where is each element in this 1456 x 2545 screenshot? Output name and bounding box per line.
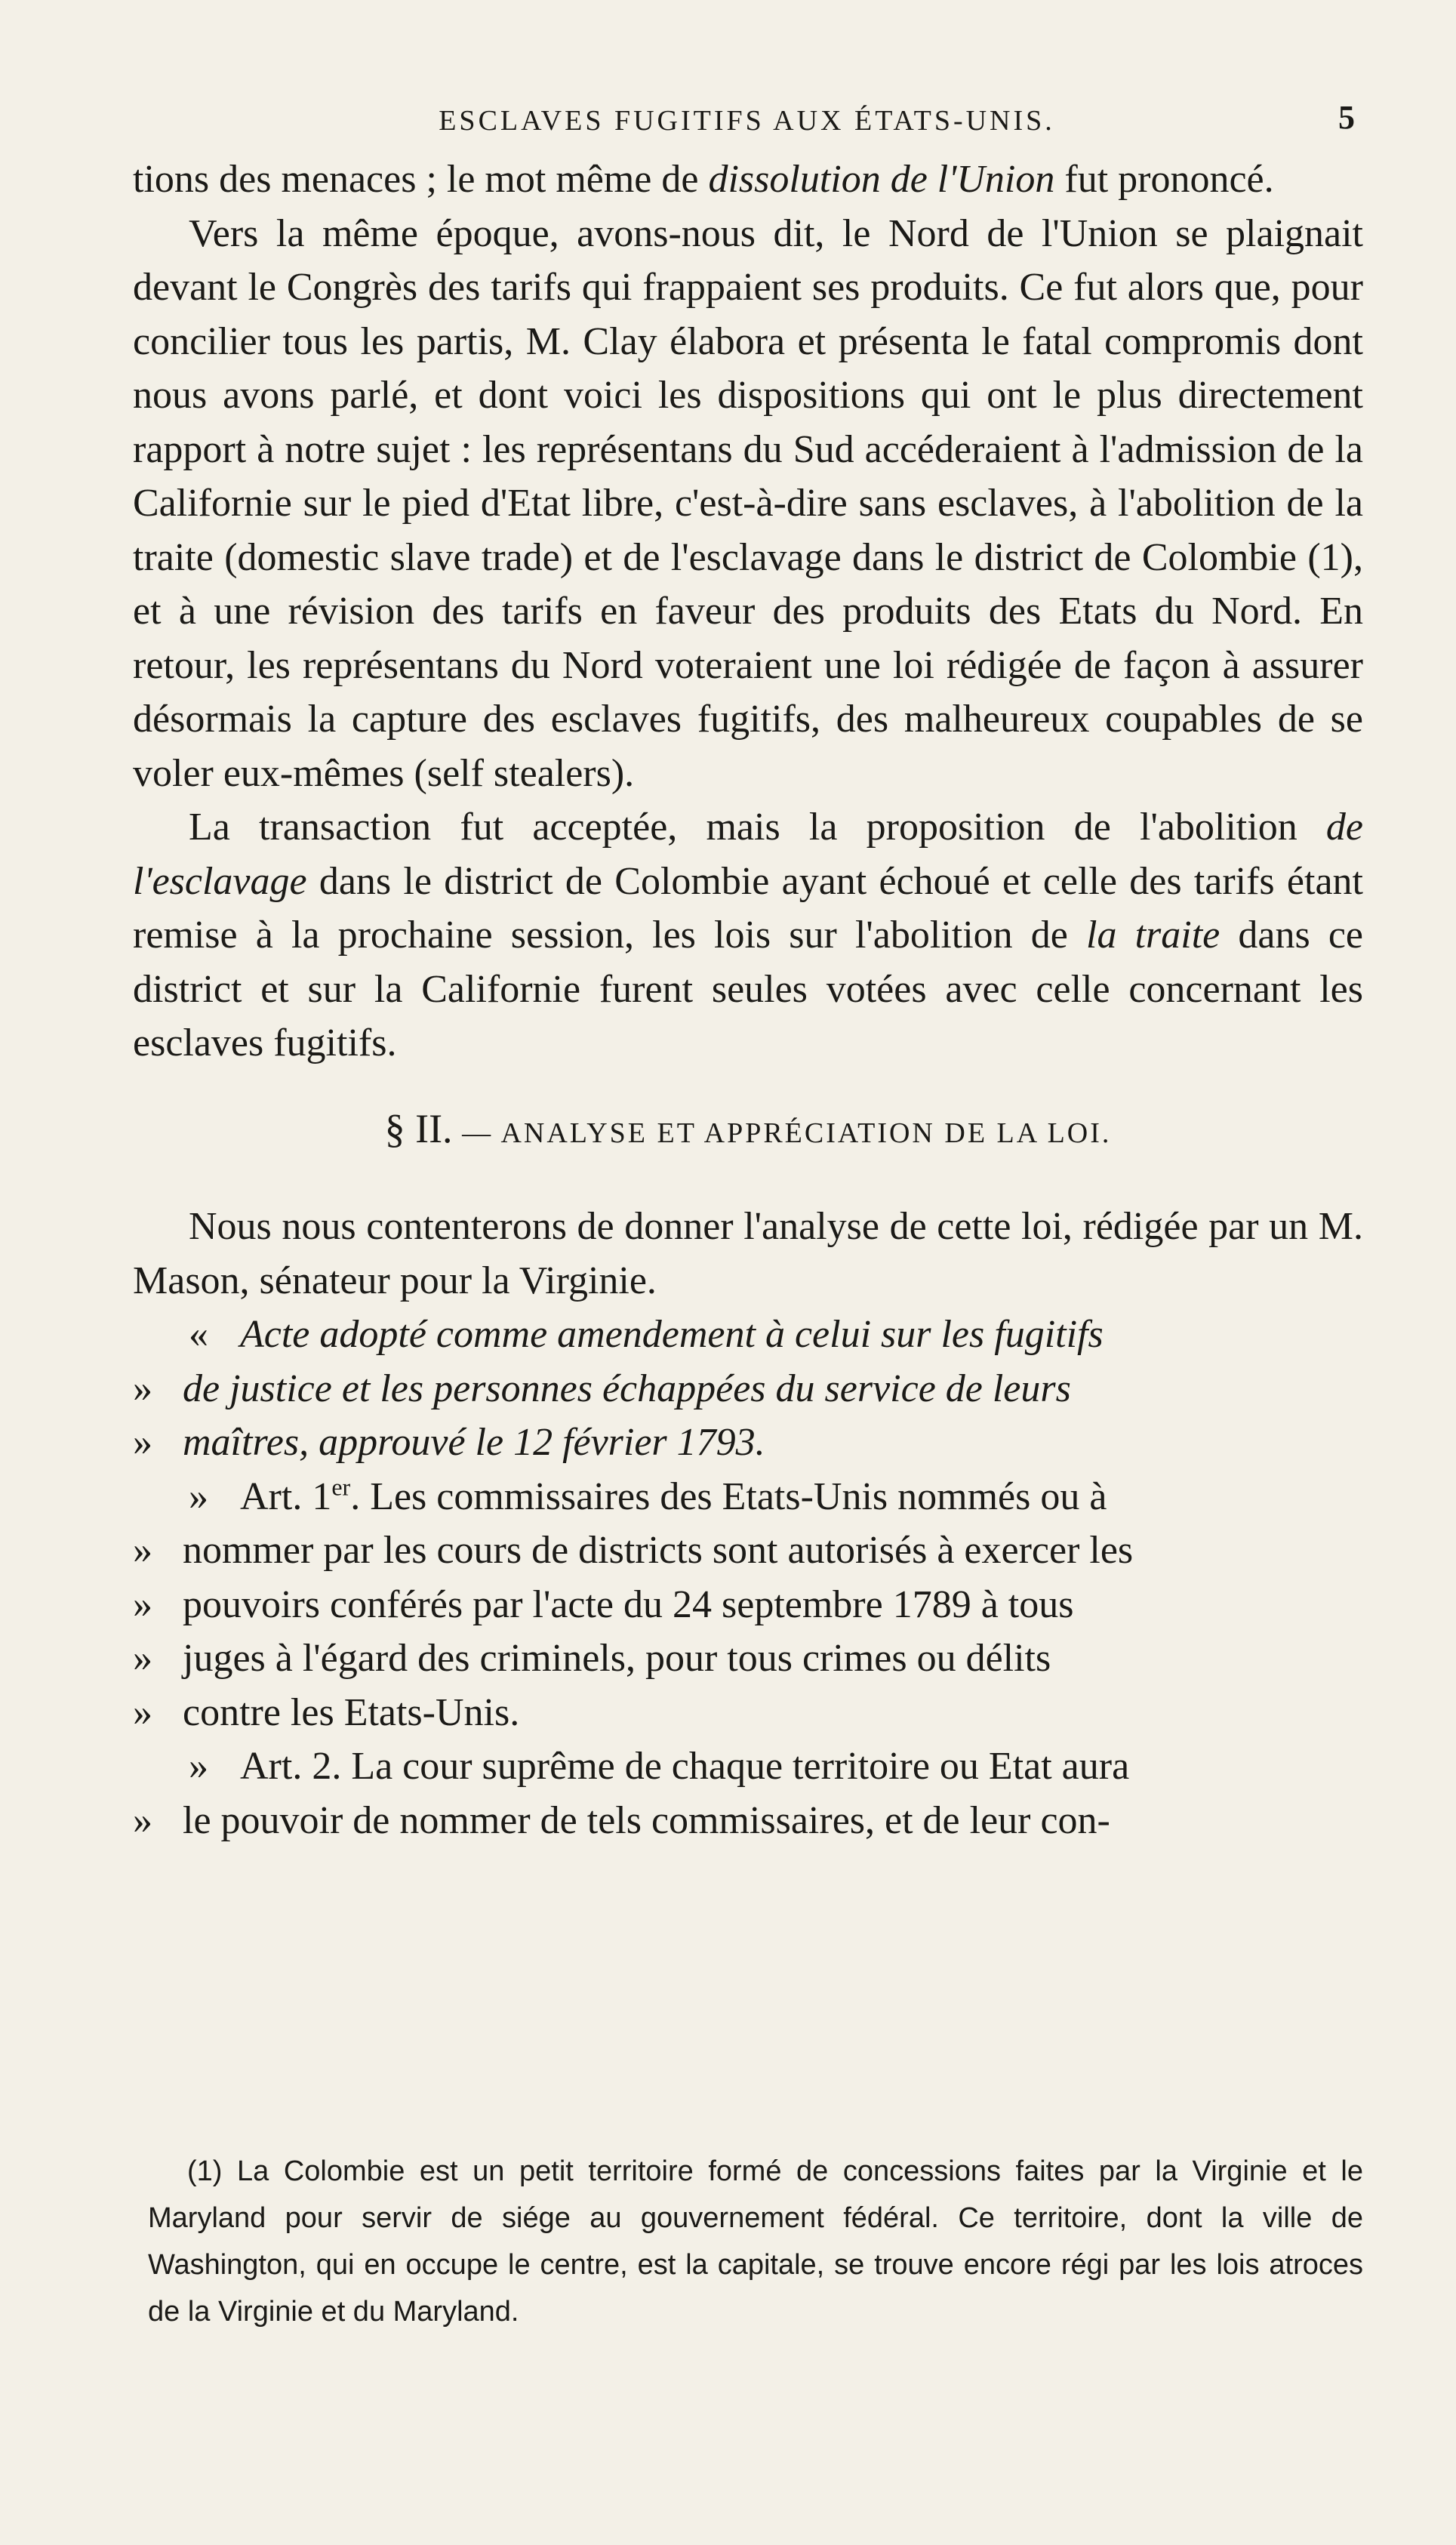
quote-text: Acte adopté comme amendement à celui sur les fugitifs <box>240 1313 1104 1356</box>
section-title: — ANALYSE ET APPRÉCIATION DE LA LOI. <box>462 1117 1112 1149</box>
text-run: La transaction fut acceptée, mais la proposition de l'abolition <box>189 806 1326 849</box>
quote-text: le pouvoir de nommer de tels commissaires, et de leur con- <box>183 1798 1110 1842</box>
text-run: tions des menaces ; le mot même de <box>133 158 709 201</box>
quote-line <box>133 1686 1363 1740</box>
footnote-text: (1) La Colombie est un petit territoire formé de concessions faites par la Virginie et le Maryland pour servir de siége au gouvernement fédéral. Ce territoire, dont la ville de Washington, qui en occupe le centre, est la capitale, se trouve encore régi par les lois atroces de la Virginie et du Maryland. <box>148 2155 1363 2328</box>
quote-text: nommer par les cours de districts sont autorisés à exercer les <box>183 1529 1134 1572</box>
quote-text: contre les Etats-Unis. <box>183 1690 520 1734</box>
quote-line <box>133 1578 1363 1632</box>
quote-text: pouvoirs conférés par l'acte du 24 septembre 1789 à tous <box>183 1582 1074 1626</box>
quote-mark: » <box>189 1474 208 1518</box>
quote-mark: » <box>133 1582 152 1626</box>
quote-mark: » <box>133 1690 152 1734</box>
running-header <box>136 98 1358 143</box>
quote-line <box>133 1470 1363 1524</box>
quote-mark: » <box>133 1529 152 1572</box>
italic-run: dissolution de l'Union <box>708 158 1055 201</box>
text-run: dans le district de Colombie ayant échoué et celle des tarifs étant remise à la prochaine session, les lois sur l'abolition de <box>133 859 1363 957</box>
footnote <box>148 2148 1363 2335</box>
section-symbol: § II. <box>384 1105 453 1151</box>
section-heading <box>133 1102 1363 1161</box>
quote-text: Art. 2. La cour suprême de chaque territoire ou Etat aura <box>240 1745 1130 1788</box>
paragraph-continued <box>133 153 1363 207</box>
quote-text: . Les commissaires des Etats-Unis nommés ou à <box>350 1474 1107 1518</box>
superscript: er <box>331 1473 351 1501</box>
quote-mark: » <box>133 1798 152 1842</box>
quote-line <box>133 1794 1363 1848</box>
quote-line <box>133 1308 1363 1362</box>
paragraph-compromise: Vers la même époque, avons-nous dit, le Nord de l'Union se plaignait devant le Congrès des tarifs qui frappaient ses produits. Ce fut alors que, pour concilier tous les partis, M. Clay élabora et présenta le fatal compromis dont nous avons parlé, et dont voici les dispositions qui ont le plus directement rapport à notre sujet : les représentans du Sud accéderaient à l'admission de la Californie sur le pied d'Etat libre, c'est-à-dire sans esclaves, à l'abolition de la traite (domestic slave trade) et de l'esclavage dans le district de Colombie (1), et à une révision des tarifs en faveur des produits des Etats du Nord. En retour, les représentans du Nord voteraient une loi rédigée de façon à assurer désormais la capture des esclaves fugitifs, des malheureux coupables de se voler eux-mêmes (self stealers). <box>133 211 1363 795</box>
quote-text: juges à l'égard des criminels, pour tous crimes ou délits <box>183 1637 1051 1680</box>
law-quotation <box>133 1308 1363 1847</box>
quote-mark: « <box>189 1313 208 1356</box>
quote-mark: » <box>133 1421 152 1464</box>
main-text <box>133 153 1363 1847</box>
page-number: 5 <box>1338 99 1358 136</box>
quote-line <box>133 1416 1363 1470</box>
quote-mark: » <box>189 1745 208 1788</box>
italic-run: de l'esclavage <box>133 806 1363 903</box>
quote-mark: » <box>133 1366 152 1410</box>
text-run: fut prononcé. <box>1054 158 1274 201</box>
quote-text: de justice et les personnes échappées du service de leurs <box>183 1366 1071 1410</box>
running-title: ESCLAVES FUGITIFS AUX ÉTATS-UNIS. <box>439 105 1055 137</box>
quote-text: maîtres, approuvé le 12 février 1793. <box>183 1421 765 1464</box>
quote-line <box>133 1524 1363 1578</box>
quote-line <box>133 1631 1363 1686</box>
italic-run: la traite <box>1086 914 1221 957</box>
paragraph-intro-law: Nous nous contenterons de donner l'analyse de cette loi, rédigée par un M. Mason, sénateur pour la Virginie. <box>133 1205 1363 1302</box>
quote-line <box>133 1739 1363 1794</box>
quote-line <box>133 1362 1363 1416</box>
text-run: dans ce district et sur la Californie furent seules votées avec celle concernant les esclaves fugitifs. <box>133 914 1364 1065</box>
paragraph-transaction <box>133 800 1363 1071</box>
article-label: Art. 1 <box>240 1474 332 1518</box>
quote-mark: » <box>133 1637 152 1680</box>
